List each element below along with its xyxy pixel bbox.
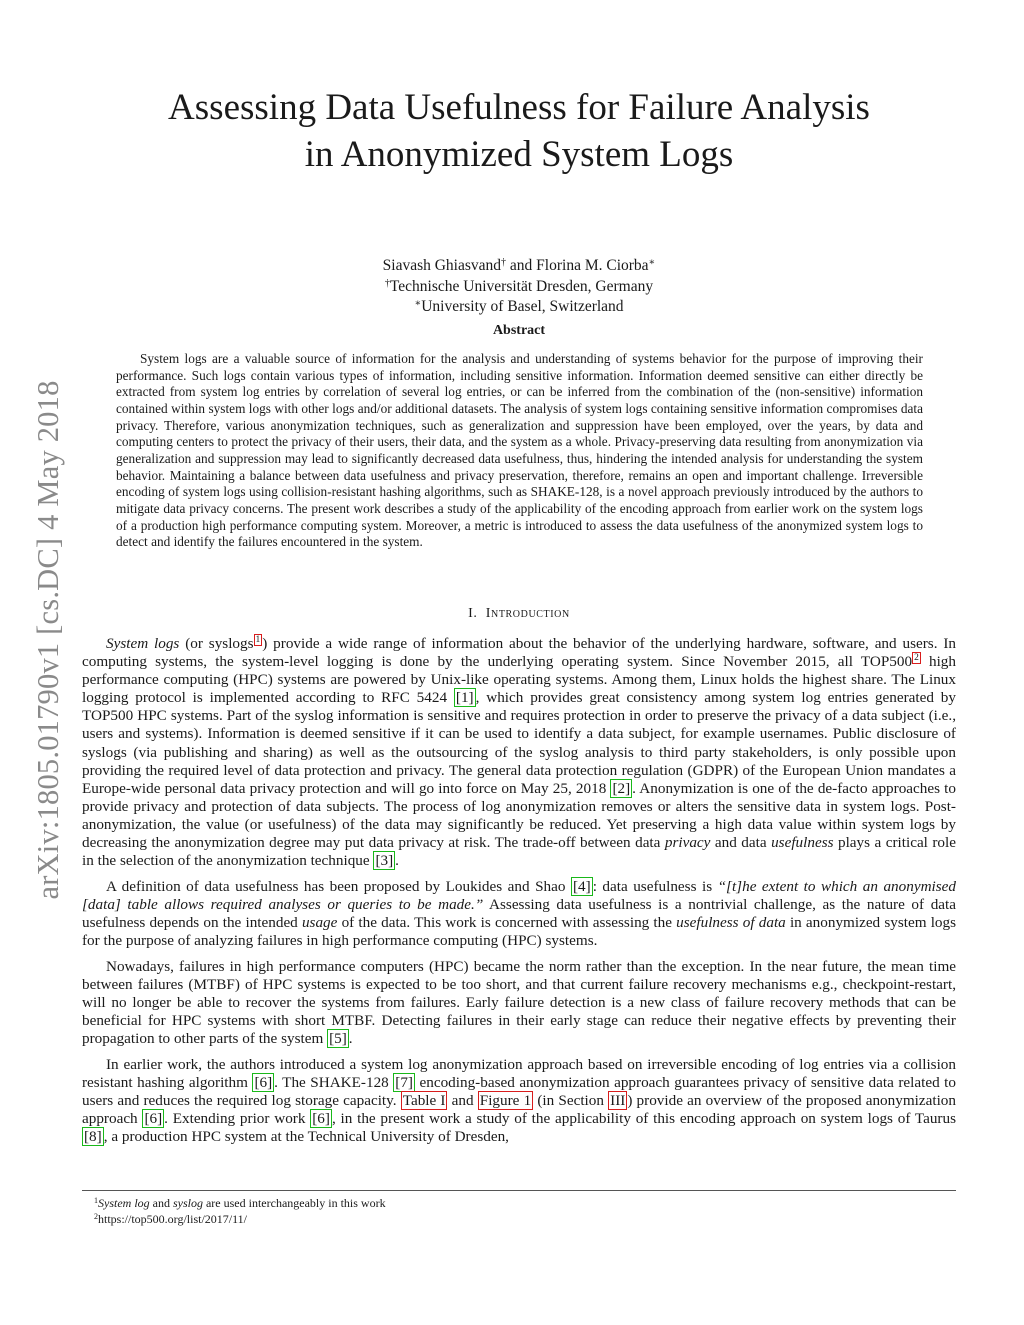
text-run: . — [348, 1029, 353, 1047]
table-reference-link[interactable]: Table I — [402, 1091, 446, 1109]
author-conjunction: and — [506, 257, 537, 274]
footnote-2-mark: 2 — [94, 1212, 98, 1221]
author-block — [60, 256, 978, 341]
footnote-divider — [82, 1190, 956, 1191]
text-run: A definition of data usefulness has been proposed by Loukides and Shao — [106, 877, 571, 895]
text-run: encoding-based anonymization approach guarantees privacy of sensitive data related to users and reduces the required log storage capacity. — [82, 1073, 956, 1109]
text-run: and — [149, 1196, 173, 1210]
text-run: (in Section — [533, 1091, 609, 1109]
affiliation-1-mark: † — [384, 277, 390, 289]
term-usefulness: usefulness — [771, 834, 834, 852]
text-run: . Anonymization is one of the de-facto approaches to provide privacy and protection of data subjects. The process of log anonymization removes or alters the sensitive data in system logs. Post-anonymization, the value (or usefulness) of the data may significantly be reduced. Yet preserving a high data value within system logs by decreasing the anonymization degree may put data privacy at risk. The trade-off between data — [82, 779, 956, 852]
term-system-logs: System logs — [106, 635, 180, 652]
abstract-heading: Abstract — [492, 322, 546, 338]
title-line-1: Assessing Data Usefulness for Failure Analysis — [168, 87, 870, 128]
citation-link-6[interactable]: [6] — [144, 1109, 163, 1127]
text-run: of the data. This work is concerned with assessing the — [337, 913, 677, 931]
citation-link-6[interactable]: [6] — [254, 1073, 273, 1091]
section-reference-link[interactable]: III — [610, 1091, 626, 1109]
footnote-1 — [94, 1195, 386, 1211]
abstract-body: System logs are a valuable source of information for the analysis and understanding of systems behavior for the purpose of improving their performance. Such logs contain various types of information, including sensitive information. Information deemed sensitive can either directly be extracted from system log entries by correlation of several log entries, or can be inferred from the combination of the (non-sensitive) information contained within system logs with other logs and/or additional datasets. The analysis of system logs containing sensitive information compromises data privacy. Therefore, various anonymization techniques, such as generalization and suppression have been employed, over the years, by data and computing centers to protect the privacy of their users, their data, and the system as a whole. Privacy-preserving data resulting from anonymization via generalization and suppression may lead to significantly decreased data usefulness, thus, hindering the intended analysis for understanding the system behavior. Maintaining a balance between data usefulness and privacy preservation, therefore, remains an open and important challenge. Irreversible encoding of system logs using collision-resistant hashing algorithms, such as SHAKE-128, is a novel approach previously introduced by the authors to mitigate data privacy concerns. The present work describes a study of the applicability of the encoding approach from earlier work on the system logs of a production high performance computing system. Moreover, a metric is introduced to assess the data usefulness of the anonymized system logs to detect and identify the failures encountered in the system. — [116, 351, 923, 550]
text-run: : data usefulness is — [592, 877, 718, 895]
citation-link-8[interactable]: [8] — [84, 1127, 102, 1145]
author-names — [60, 256, 978, 277]
citation-link-5[interactable]: [5] — [329, 1029, 347, 1047]
term-privacy: privacy — [664, 834, 711, 852]
text-run: high performance computing (HPC) systems are powered by Unix-like operating systems. Among them, Linux holds the highest share. The Linux logging protocol is implemented according to RFC 5424 — [82, 653, 956, 707]
section-heading-introduction — [60, 606, 978, 622]
affiliation-2-mark: ∗ — [414, 298, 422, 309]
citation-link-6[interactable]: [6] — [312, 1109, 330, 1127]
affiliation-2-text: University of Basel, Switzerland — [421, 298, 624, 315]
text-run: and data — [710, 834, 772, 852]
section-number: I. — [468, 606, 478, 621]
text-run: plays a critical role in the selection of the anonymization technique — [82, 834, 956, 870]
author-1: Siavash Ghiasvand — [382, 257, 502, 274]
arxiv-identifier-stamp: arXiv:1805.01790v1 [cs.DC] 4 May 2018 — [31, 380, 65, 900]
text-run: ) provide an overview of the proposed anonymization approach — [82, 1091, 956, 1127]
text-run: are used interchangeably in this work — [202, 1196, 386, 1210]
figure-reference-link[interactable]: Figure 1 — [479, 1091, 532, 1109]
intro-paragraph-4 — [82, 1056, 956, 1146]
citation-link-4[interactable]: [4] — [572, 877, 591, 895]
footnote-1-mark: 1 — [94, 1196, 98, 1205]
title-line-2: in Anonymized System Logs — [304, 134, 734, 175]
citation-link-3[interactable]: [3] — [375, 852, 394, 870]
intro-paragraph-3 — [82, 958, 956, 1048]
text-run: Assessing data usefulness is a nontrivial challenge, as the nature of data usefulness depends on the intended — [82, 895, 956, 931]
text-run: . The SHAKE-128 — [274, 1073, 394, 1091]
footnote-2 — [94, 1211, 386, 1227]
text-run: , a production HPC system at the Technical University of Dresden, — [103, 1127, 509, 1145]
footnote-link-1[interactable]: 1 — [255, 635, 261, 645]
text-run: (or syslogs — [179, 635, 254, 652]
footnote-link-2[interactable]: 2 — [914, 653, 919, 664]
affiliation-1 — [60, 277, 978, 298]
text-run: and — [447, 1091, 478, 1109]
citation-link-1[interactable]: [1] — [455, 689, 474, 707]
footnote-1-term: System log — [98, 1196, 150, 1210]
text-run: in anonymized system logs for the purpose of analyzing failures in high performance computing (HPC) systems. — [82, 913, 957, 949]
section-title: Introduction — [485, 606, 570, 621]
paper-title — [60, 84, 978, 178]
footnote-2-url[interactable]: https://top500.org/list/2017/11/ — [98, 1212, 248, 1226]
affiliation-2 — [60, 297, 978, 318]
term-usage: usage — [301, 913, 338, 931]
citation-link-7[interactable]: [7] — [395, 1073, 413, 1091]
quoted-definition: “[t]he extent to which an anonymised [data] table allows required analyses or queries to be made.” — [82, 877, 956, 913]
introduction-body — [82, 635, 956, 1154]
citation-link-2[interactable]: [2] — [612, 779, 631, 797]
footnotes — [94, 1195, 386, 1227]
text-run: In earlier work, the authors introduced a system log anonymization approach based on irreversible encoding of log entries via a collision resistant hashing algorithm — [82, 1055, 956, 1091]
term-usefulness-of-data: usefulness of data — [676, 913, 786, 931]
author-2-mark: ∗ — [648, 257, 656, 268]
author-1-mark: † — [501, 257, 507, 268]
text-run: , in the present work a study of the applicability of this encoding approach on system logs of Taurus — [331, 1109, 956, 1127]
author-2: Florina M. Ciorba — [536, 257, 649, 274]
footnote-1-term: syslog — [172, 1196, 203, 1210]
text-run: . Extending prior work — [164, 1109, 311, 1127]
text-run: . — [395, 852, 399, 870]
affiliation-1-text: Technische Universität Dresden, Germany — [389, 277, 654, 295]
intro-paragraph-2 — [82, 878, 956, 950]
text-run: , which provides great consistency among system log entries generated by TOP500 HPC systems. Part of the syslog information is sensitive and requires protection in order to preserve the privacy of a data subject (i.e., users and systems). Information is deemed sensitive if it can be used to identify a data subject, for example usernames. Public disclosure of syslogs (via publishing and sharing) as well as the outsourcing of the syslog analysis to third party stakeholders, is only possible upon providing the required level of data protection and privacy. The general data protection regulation (GDPR) of the European Union mandates a Europe-wide personal data privacy protection and will go into force on May 25, 2018 — [82, 689, 956, 797]
text-run: ) provide a wide range of information about the behavior of the underlying hardware, software, and users. In computing systems, the system-level logging is done by the underlying operating system. Since November 2015, all TOP500 — [82, 635, 956, 671]
text-run: Nowadays, failures in high performance computers (HPC) became the norm rather than the exception. In the near future, the mean time between failures (MTBF) of HPC systems is expected to be too short, and that current failure recovery mechanisms e.g., checkpoint-restart, will no longer be able to recover the systems from failures. Early failure detection is a new class of failure recovery methods that can be beneficial for HPC systems with short MTBF. Detecting failures in their early stage can reduce their negative effects by preventing their propagation to other parts of the system — [82, 957, 956, 1047]
intro-paragraph-1 — [82, 635, 956, 870]
